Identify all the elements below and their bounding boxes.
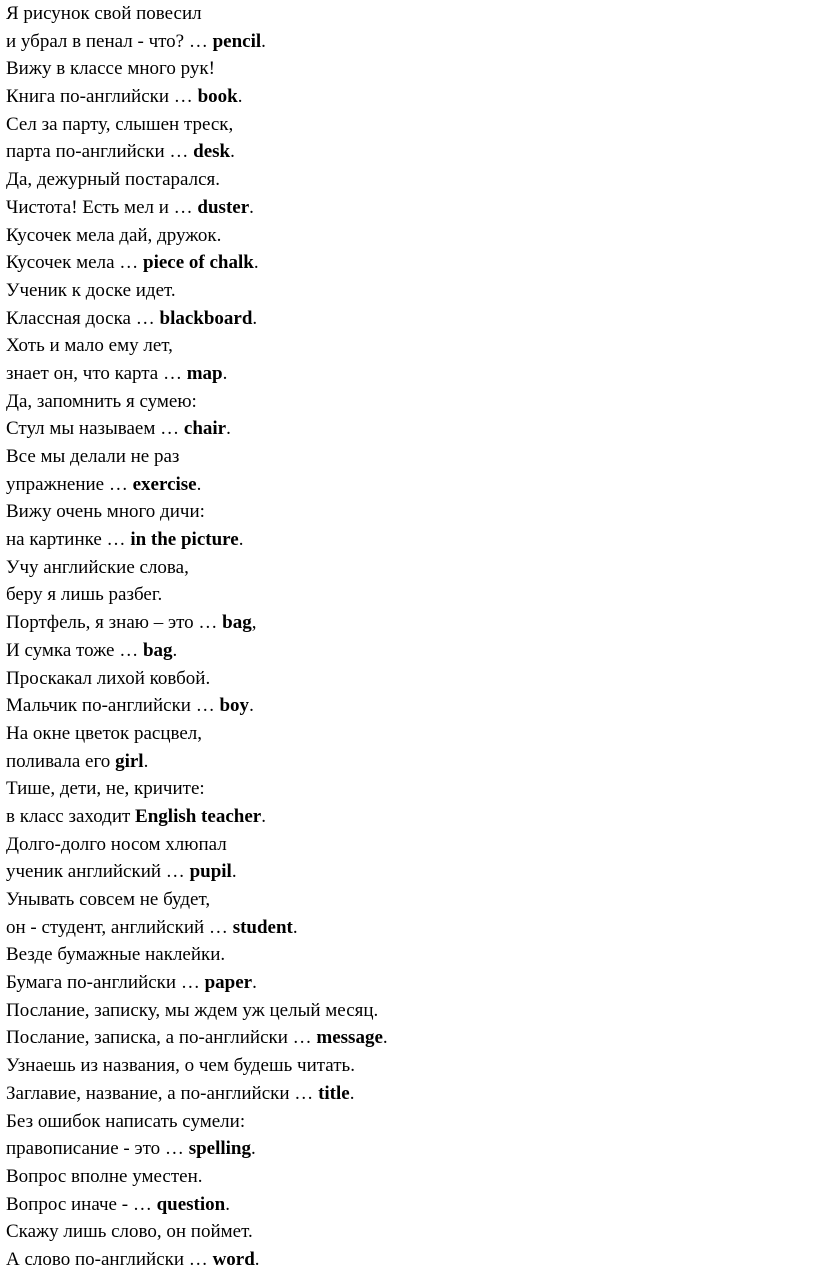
line-text: Везде бумажные наклейки. bbox=[6, 944, 226, 966]
poem-line bbox=[6, 914, 810, 942]
line-punctuation: . bbox=[253, 252, 259, 274]
line-text: Стул мы называем … bbox=[6, 418, 184, 440]
poem-line bbox=[6, 665, 810, 693]
poem-line bbox=[6, 388, 810, 416]
line-text: И сумка тоже … bbox=[6, 639, 143, 661]
english-word: message bbox=[316, 1027, 383, 1049]
line-text: Без ошибок написать сумели: bbox=[6, 1110, 246, 1132]
line-punctuation: . bbox=[222, 362, 228, 384]
line-text: упражнение … bbox=[6, 473, 133, 495]
line-punctuation: . bbox=[225, 1193, 230, 1215]
poem-line bbox=[6, 277, 810, 305]
poem-line bbox=[6, 471, 810, 499]
english-word: pupil bbox=[189, 861, 232, 883]
line-text: Да, запомнить я сумею: bbox=[6, 390, 197, 412]
line-text: знает он, что карта … bbox=[6, 362, 187, 384]
poem-line bbox=[6, 249, 810, 277]
line-text: парта по-английски … bbox=[6, 141, 194, 163]
line-text: Сел за парту, слышен треск, bbox=[6, 113, 234, 135]
english-word: student bbox=[232, 916, 293, 938]
poem-line bbox=[6, 526, 810, 554]
poem-line bbox=[6, 831, 810, 859]
english-word: pencil bbox=[212, 30, 262, 52]
line-punctuation: . bbox=[382, 1027, 388, 1049]
line-text: Мальчик по-английски … bbox=[6, 695, 220, 717]
poem-line bbox=[6, 997, 810, 1025]
poem-line bbox=[6, 1246, 810, 1274]
line-text: На окне цветок расцвел, bbox=[6, 722, 203, 744]
line-text: Тише, дети, не, кричите: bbox=[6, 778, 205, 800]
line-punctuation: . bbox=[196, 473, 202, 495]
line-punctuation: , bbox=[251, 612, 257, 634]
poem-text bbox=[6, 0, 810, 1274]
english-word: title bbox=[318, 1082, 350, 1104]
poem-line bbox=[6, 858, 810, 886]
poem-line bbox=[6, 1218, 810, 1246]
line-text: Кусочек мела … bbox=[6, 252, 144, 274]
poem-line bbox=[6, 748, 810, 776]
poem-line bbox=[6, 1024, 810, 1052]
english-word: desk bbox=[193, 141, 231, 163]
poem-line bbox=[6, 1191, 810, 1219]
line-punctuation: . bbox=[261, 30, 266, 52]
line-punctuation: . bbox=[226, 418, 231, 440]
english-word: map bbox=[186, 362, 223, 384]
poem-line bbox=[6, 332, 810, 360]
line-text: Да, дежурный постарался. bbox=[6, 169, 221, 191]
english-word: exercise bbox=[132, 473, 197, 495]
line-text: Бумага по-английски … bbox=[6, 972, 205, 994]
poem-line bbox=[6, 1163, 810, 1191]
line-text: Кусочек мела дай, дружок. bbox=[6, 224, 222, 246]
poem-line bbox=[6, 166, 810, 194]
line-text: Унывать совсем не будет, bbox=[6, 889, 211, 910]
poem-line bbox=[6, 443, 810, 471]
line-text: Вопрос иначе - … bbox=[6, 1193, 157, 1215]
poem-line bbox=[6, 775, 810, 803]
line-text: Скажу лишь слово, он поймет. bbox=[6, 1221, 253, 1243]
line-text: Хоть и мало ему лет, bbox=[6, 335, 173, 357]
line-text: Учу английские слова, bbox=[6, 556, 189, 578]
poem-line bbox=[6, 581, 810, 609]
line-text: А слово по-английски … bbox=[6, 1248, 213, 1270]
poem-line bbox=[6, 415, 810, 443]
english-word: word bbox=[212, 1248, 255, 1270]
english-word: spelling bbox=[188, 1138, 251, 1160]
line-text: Чистота! Есть мел и … bbox=[6, 196, 198, 218]
line-text: Книга по-английски … bbox=[6, 86, 198, 108]
english-word: in the picture bbox=[130, 529, 239, 551]
line-punctuation: . bbox=[254, 1248, 260, 1270]
english-word: blackboard bbox=[159, 307, 253, 329]
poem-line bbox=[6, 222, 810, 250]
line-text: он - студент, английский … bbox=[6, 916, 233, 938]
english-word: duster bbox=[197, 196, 250, 218]
line-text: Все мы делали не раз bbox=[6, 446, 180, 467]
line-punctuation: . bbox=[349, 1082, 355, 1104]
line-punctuation: . bbox=[238, 529, 244, 551]
line-punctuation: . bbox=[237, 86, 243, 108]
poem-line bbox=[6, 1135, 810, 1163]
line-text: Классная доска … bbox=[6, 307, 160, 329]
line-text: Узнаешь из названия, о чем будешь читать. bbox=[6, 1055, 355, 1077]
line-punctuation: . bbox=[251, 1138, 256, 1160]
line-punctuation: . bbox=[252, 972, 257, 994]
line-text: поливала его bbox=[6, 750, 116, 772]
english-word: question bbox=[156, 1193, 226, 1215]
line-text: ученик английский … bbox=[6, 861, 190, 883]
poem-line bbox=[6, 305, 810, 333]
english-word: chair bbox=[183, 418, 227, 440]
english-word: girl bbox=[115, 750, 144, 772]
line-punctuation: . bbox=[231, 861, 237, 883]
poem-line bbox=[6, 609, 810, 637]
line-text: Вижу очень много дичи: bbox=[6, 501, 205, 523]
poem-line bbox=[6, 1108, 810, 1136]
line-text: Вопрос вполне уместен. bbox=[6, 1165, 203, 1187]
english-word: English teacher bbox=[135, 805, 262, 827]
line-text: Послание, записка, а по-английски … bbox=[6, 1027, 317, 1049]
line-text: Я рисунок свой повесил bbox=[6, 3, 202, 24]
line-punctuation: . bbox=[252, 307, 258, 329]
poem-line bbox=[6, 941, 810, 969]
english-word: book bbox=[197, 86, 238, 108]
poem-line bbox=[6, 194, 810, 222]
line-punctuation: . bbox=[292, 916, 298, 938]
poem-line bbox=[6, 28, 810, 56]
poem-line bbox=[6, 637, 810, 665]
line-punctuation: . bbox=[143, 750, 149, 772]
line-punctuation: . bbox=[249, 196, 254, 218]
poem-line bbox=[6, 498, 810, 526]
line-text: в класс заходит bbox=[6, 805, 136, 827]
poem-line bbox=[6, 111, 810, 139]
poem-line bbox=[6, 969, 810, 997]
poem-line bbox=[6, 692, 810, 720]
line-text: Портфель, я знаю – это … bbox=[6, 612, 223, 634]
line-text: на картинке … bbox=[6, 529, 131, 551]
poem-line bbox=[6, 0, 810, 28]
english-word: bag bbox=[222, 612, 252, 634]
poem-line bbox=[6, 720, 810, 748]
poem-line bbox=[6, 1080, 810, 1108]
english-word: bag bbox=[142, 639, 173, 661]
line-punctuation: . bbox=[261, 805, 266, 827]
line-punctuation: . bbox=[249, 695, 254, 717]
poem-line bbox=[6, 360, 810, 388]
poem-line bbox=[6, 83, 810, 111]
line-text: Ученик к доске идет. bbox=[6, 279, 176, 301]
line-punctuation: . bbox=[230, 141, 235, 163]
poem-line bbox=[6, 138, 810, 166]
english-word: piece of chalk bbox=[143, 252, 254, 274]
line-text: Послание, записку, мы ждем уж целый месяц. bbox=[6, 999, 379, 1021]
english-word: boy bbox=[219, 695, 250, 717]
line-punctuation: . bbox=[172, 639, 178, 661]
poem-line bbox=[6, 554, 810, 582]
poem-line bbox=[6, 1052, 810, 1080]
poem-line bbox=[6, 803, 810, 831]
poem-line bbox=[6, 55, 810, 83]
line-text: беру я лишь разбег. bbox=[6, 584, 163, 606]
line-text: и убрал в пенал - что? … bbox=[6, 30, 213, 52]
line-text: Проскакал лихой ковбой. bbox=[6, 667, 211, 689]
poem-line bbox=[6, 886, 810, 914]
line-text: правописание - это … bbox=[6, 1138, 189, 1160]
line-text: Вижу в классе много рук! bbox=[6, 58, 215, 80]
line-text: Долго-долго носом хлюпал bbox=[6, 833, 227, 855]
english-word: paper bbox=[204, 972, 253, 994]
line-text: Заглавие, название, а по-английски … bbox=[6, 1082, 319, 1104]
